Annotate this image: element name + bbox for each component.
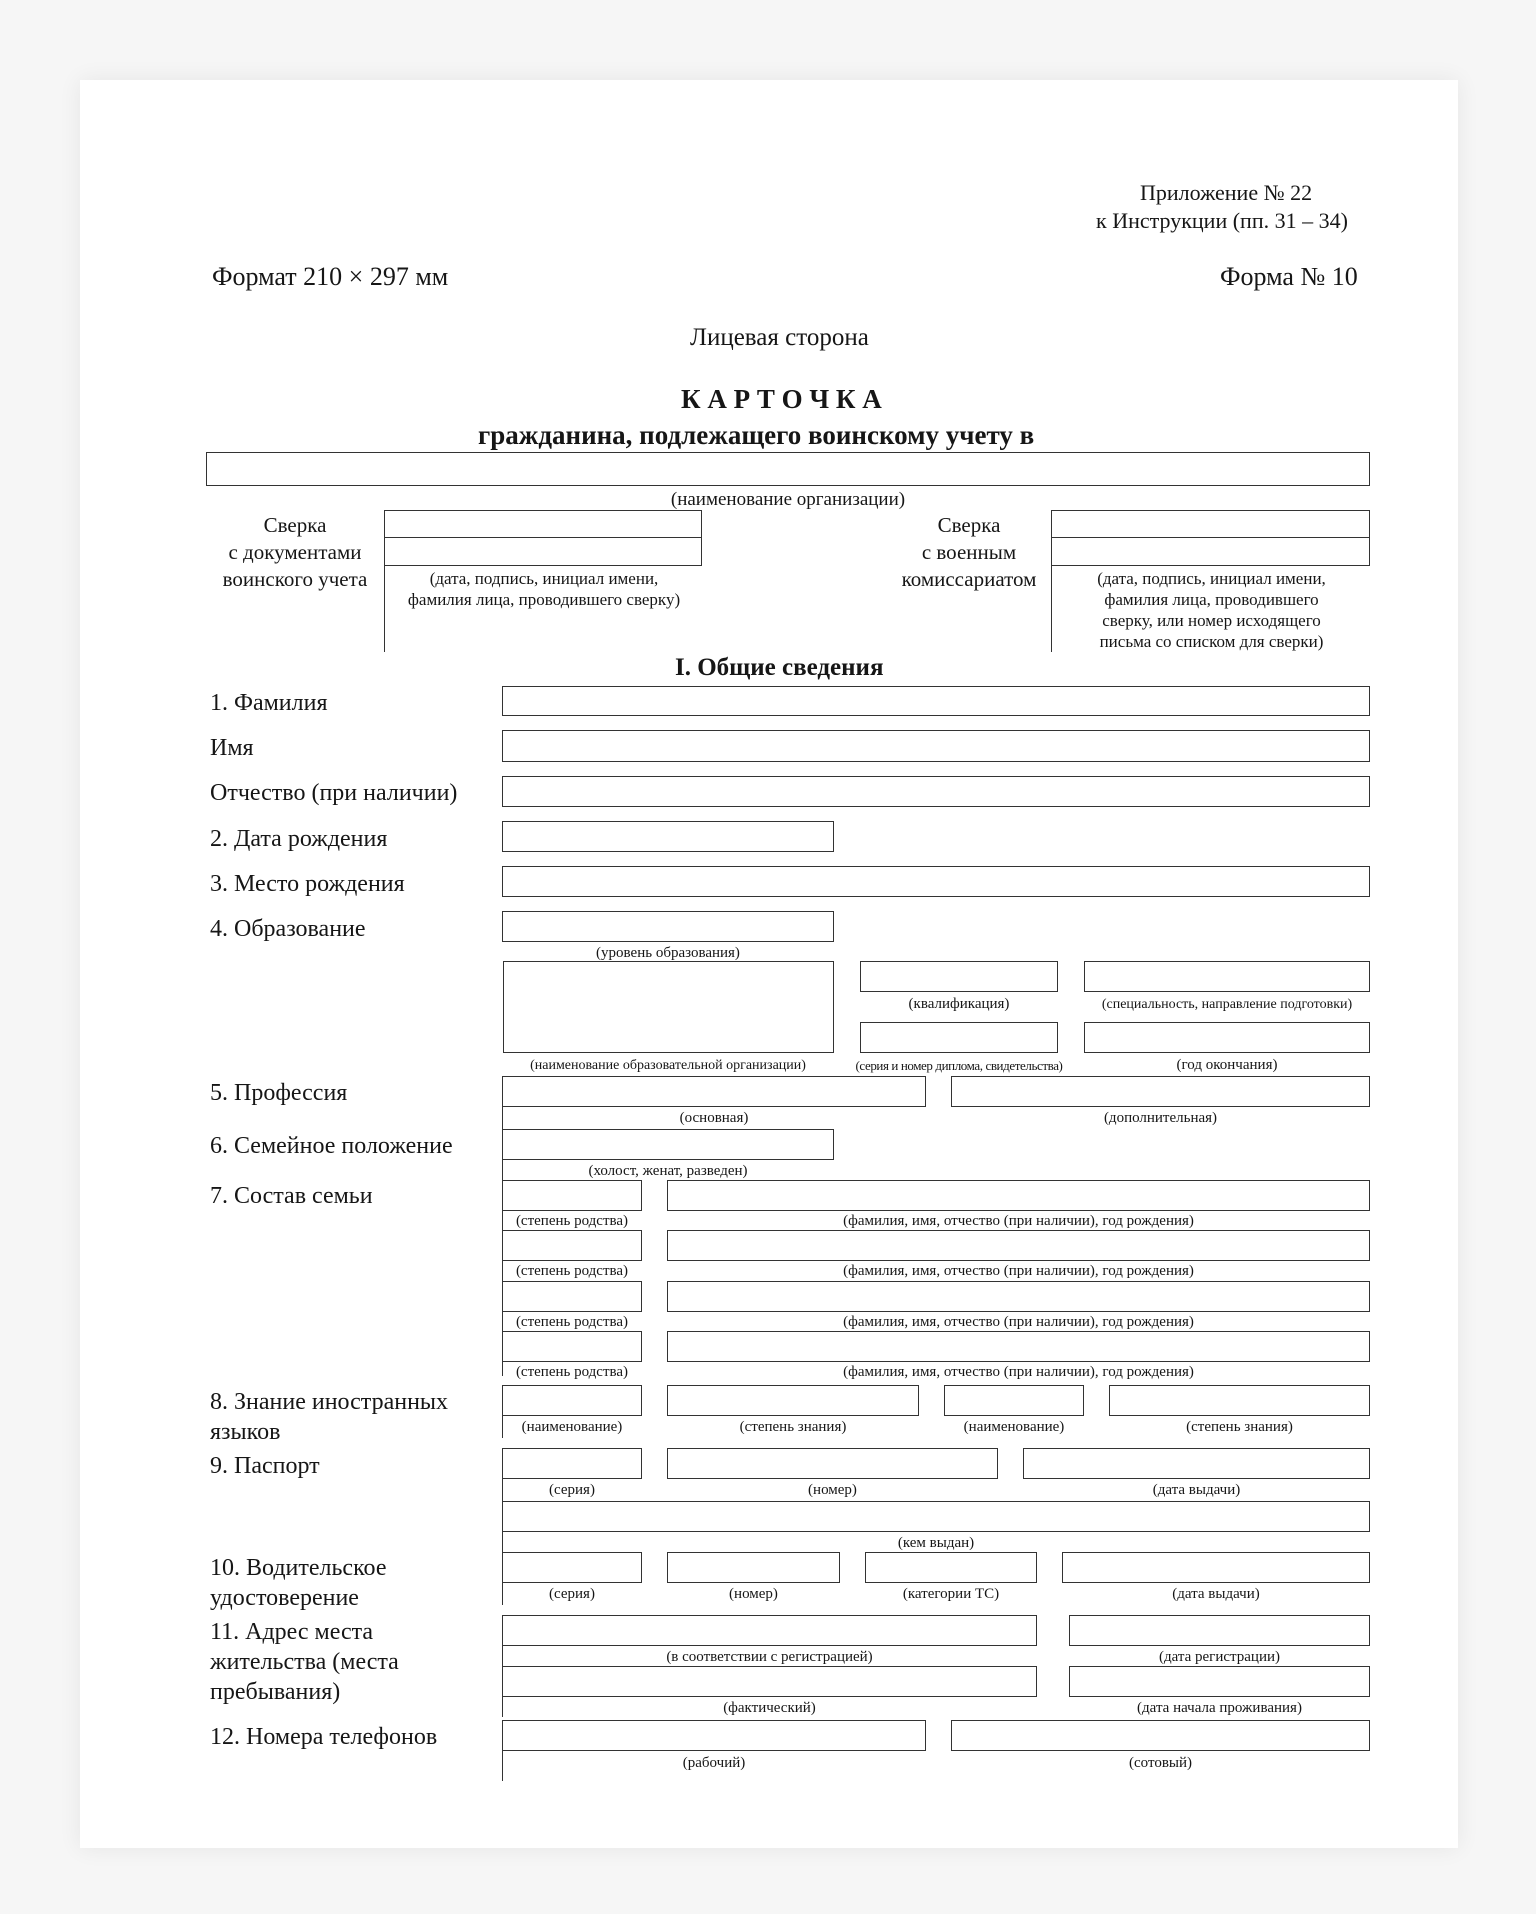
language-level-field-1[interactable] [667,1385,919,1416]
license-series-field[interactable] [502,1552,642,1583]
verify-commissariat-field-1[interactable] [1051,510,1370,538]
relative-fio-caption-1: (фамилия, имя, отчество (при наличии), год рождения) [843,1213,1194,1229]
license-number-caption: (номер) [729,1586,778,1602]
marital-caption: (холост, женат, разведен) [588,1163,748,1179]
specialty-caption: (специальность, направление подготовки) [1101,997,1353,1012]
phone-work-caption: (рабочий) [682,1755,746,1771]
side-label: Лицевая сторона [690,324,869,351]
profession-extra-field[interactable] [951,1076,1370,1107]
verify-commissariat-field-2[interactable] [1051,538,1370,566]
relation-caption-1: (степень родства) [515,1213,629,1229]
organization-caption: (наименование организации) [670,489,906,510]
verify-commissariat-label: Сверка с военным комиссариатом [901,513,1037,591]
education-label: 4. Образование [210,916,366,942]
diploma-field[interactable] [860,1022,1058,1053]
verify-docs-field-2[interactable] [384,538,702,566]
relative-fio-field-3[interactable] [667,1281,1370,1312]
relative-fio-caption-2: (фамилия, имя, отчество (при наличии), год рождения) [843,1263,1194,1279]
patronymic-label: Отчество (при наличии) [210,780,458,806]
address-actual-field[interactable] [502,1666,1037,1697]
relative-fio-caption-3: (фамилия, имя, отчество (при наличии), год рождения) [843,1314,1194,1330]
relative-fio-field-1[interactable] [667,1180,1370,1211]
passport-issuer-caption: (кем выдан) [897,1535,975,1551]
address-registered-caption: (в соответствии с регистрацией) [666,1649,873,1665]
passport-number-caption: (номер) [808,1482,857,1498]
residence-start-caption: (дата начала проживания) [1137,1700,1302,1716]
address-label: 11. Адрес места жительства (места пребывания) [210,1619,399,1705]
languages-label: 8. Знание иностранных языков [210,1389,449,1445]
specialty-field[interactable] [1084,961,1370,992]
birth-date-field[interactable] [502,821,834,852]
birth-date-label: 2. Дата рождения [210,826,388,852]
license-number-field[interactable] [667,1552,840,1583]
passport-series-field[interactable] [502,1448,642,1479]
instruction-label: к Инструкции (пп. 31 – 34) [1096,208,1348,233]
passport-series-caption: (серия) [549,1482,595,1498]
appendix-label: Приложение № 22 [1140,180,1313,205]
residence-start-field[interactable] [1069,1666,1370,1697]
relative-fio-field-2[interactable] [667,1230,1370,1261]
qualification-field[interactable] [860,961,1058,992]
language-level-caption-1: (степень знания) [739,1419,847,1435]
address-registered-field[interactable] [502,1615,1037,1646]
license-label: 10. Водительское удостоверение [210,1555,387,1611]
relation-field-1[interactable] [502,1180,642,1211]
profession-main-caption: (основная) [679,1110,749,1126]
language-name-caption-2: (наименование) [963,1419,1065,1435]
address-actual-caption: (фактический) [723,1700,816,1716]
relation-field-2[interactable] [502,1230,642,1261]
verify-docs-label: Сверка с документами воинского учета [222,513,368,591]
license-categories-field[interactable] [865,1552,1037,1583]
relation-caption-3: (степень родства) [515,1314,629,1330]
phone-mobile-field[interactable] [951,1720,1370,1751]
language-level-caption-2: (степень знания) [1186,1419,1293,1435]
verify-commissariat-divider [1051,566,1052,652]
form-number: Форма № 10 [1220,262,1358,291]
family-label: 7. Состав семьи [210,1183,373,1209]
patronymic-field[interactable] [502,776,1370,807]
format-label: Формат 210 × 297 мм [212,262,449,291]
verify-docs-field-1[interactable] [384,510,702,538]
phones-label: 12. Номера телефонов [210,1724,438,1750]
marital-field[interactable] [502,1129,834,1160]
profession-main-field[interactable] [502,1076,926,1107]
card-subtitle: гражданина, подлежащего воинскому учету в [478,420,1035,450]
surname-label: 1. Фамилия [210,690,328,716]
license-date-caption: (дата выдачи) [1172,1586,1260,1602]
qualification-caption: (квалификация) [908,996,1010,1012]
verify-commissariat-caption: (дата, подпись, инициал имени, фамилия лица, проводившего сверку, или номер исходящего письма со списком для сверки) [1097,569,1326,651]
profession-label: 5. Профессия [210,1080,348,1106]
marital-label: 6. Семейное положение [210,1133,453,1159]
registration-date-field[interactable] [1069,1615,1370,1646]
birth-place-label: 3. Место рождения [210,871,405,897]
relative-fio-caption-4: (фамилия, имя, отчество (при наличии), год рождения) [843,1364,1194,1380]
relation-caption-2: (степень родства) [515,1263,629,1279]
surname-field[interactable] [502,686,1370,716]
language-name-field-1[interactable] [502,1385,642,1416]
relation-field-3[interactable] [502,1281,642,1312]
registration-date-caption: (дата регистрации) [1158,1649,1280,1665]
passport-number-field[interactable] [667,1448,998,1479]
passport-issuer-field[interactable] [502,1501,1370,1532]
relative-fio-field-4[interactable] [667,1331,1370,1362]
language-name-field-2[interactable] [944,1385,1084,1416]
organization-field[interactable] [206,452,1370,486]
graduation-year-field[interactable] [1084,1022,1370,1053]
language-level-field-2[interactable] [1109,1385,1370,1416]
passport-date-field[interactable] [1023,1448,1370,1479]
name-label: Имя [210,735,254,761]
birth-place-field[interactable] [502,866,1370,897]
section-title: I. Общие сведения [675,654,884,681]
education-level-caption: (уровень образования) [596,945,740,961]
phone-work-field[interactable] [502,1720,926,1751]
graduation-year-caption: (год окончания) [1176,1057,1278,1073]
verify-docs-divider [384,566,385,652]
license-categories-caption: (категории ТС) [902,1586,1000,1602]
education-level-field[interactable] [502,911,834,942]
passport-date-caption: (дата выдачи) [1152,1482,1241,1498]
education-org-field[interactable] [503,961,834,1053]
license-series-caption: (серия) [549,1586,595,1602]
passport-label: 9. Паспорт [210,1453,320,1479]
diploma-caption: (серия и номер диплома, свидетельства) [855,1058,1063,1073]
verify-docs-caption: (дата, подпись, инициал имени, фамилия лица, проводившего сверку) [407,569,681,609]
language-name-caption-1: (наименование) [521,1419,623,1435]
relation-field-4[interactable] [502,1331,642,1362]
card-title: К А Р Т О Ч К А [681,384,882,414]
relation-caption-4: (степень родства) [515,1364,629,1380]
license-date-field[interactable] [1062,1552,1370,1583]
phone-mobile-caption: (сотовый) [1129,1755,1192,1771]
education-org-caption: (наименование образовательной организации) [530,1058,806,1073]
profession-extra-caption: (дополнительная) [1103,1110,1218,1126]
name-field[interactable] [502,730,1370,762]
